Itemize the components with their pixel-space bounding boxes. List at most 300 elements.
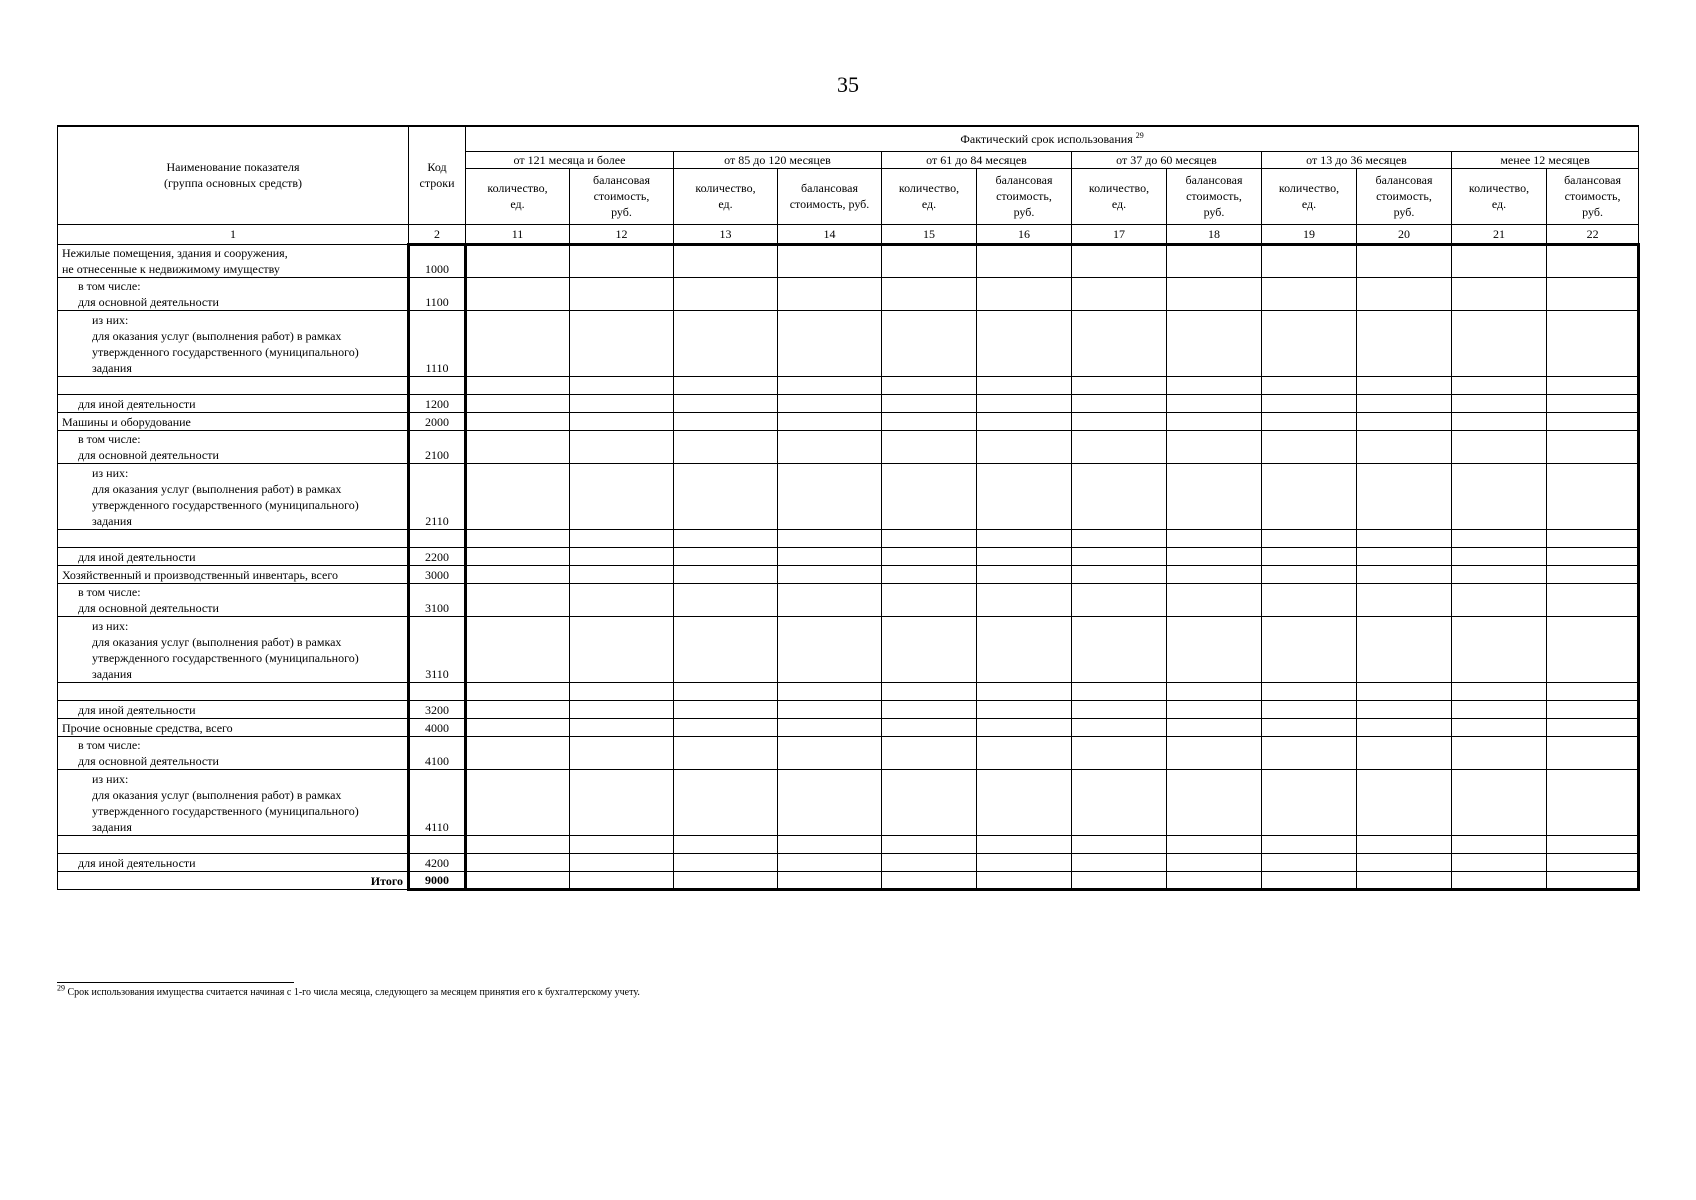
quantity-cell[interactable] bbox=[1262, 244, 1357, 277]
balance-value-cell[interactable] bbox=[1167, 835, 1262, 853]
balance-value-cell[interactable] bbox=[1357, 616, 1452, 682]
balance-value-cell[interactable] bbox=[1167, 700, 1262, 718]
balance-value-cell[interactable] bbox=[778, 871, 882, 889]
quantity-cell[interactable] bbox=[1262, 310, 1357, 376]
quantity-cell[interactable] bbox=[466, 769, 570, 835]
column-index: 20 bbox=[1357, 224, 1452, 244]
quantity-cell[interactable] bbox=[1072, 871, 1167, 889]
quantity-cell[interactable] bbox=[674, 835, 778, 853]
column-index: 14 bbox=[778, 224, 882, 244]
row-code: 3000 bbox=[409, 565, 466, 583]
quantity-cell[interactable] bbox=[1452, 463, 1547, 529]
quantity-cell[interactable] bbox=[674, 616, 778, 682]
balance-value-cell[interactable] bbox=[1547, 718, 1639, 736]
quantity-cell[interactable] bbox=[882, 412, 977, 430]
table-row bbox=[58, 565, 1639, 583]
balance-value-cell[interactable] bbox=[977, 718, 1072, 736]
quantity-cell[interactable] bbox=[1262, 565, 1357, 583]
row-code bbox=[409, 529, 466, 547]
quantity-cell[interactable] bbox=[466, 463, 570, 529]
table-row bbox=[58, 682, 1639, 700]
balance-value-cell[interactable] bbox=[1167, 394, 1262, 412]
quantity-cell[interactable] bbox=[1452, 616, 1547, 682]
balance-value-cell[interactable] bbox=[1357, 835, 1452, 853]
balance-value-cell[interactable] bbox=[778, 583, 882, 616]
balance-value-cell[interactable] bbox=[977, 463, 1072, 529]
quantity-cell[interactable] bbox=[1262, 616, 1357, 682]
quantity-cell[interactable] bbox=[1452, 277, 1547, 310]
balance-value-cell[interactable] bbox=[977, 853, 1072, 871]
balance-value-cell[interactable] bbox=[1357, 871, 1452, 889]
balance-value-cell[interactable] bbox=[977, 616, 1072, 682]
quantity-cell[interactable] bbox=[1452, 529, 1547, 547]
row-name: из них: для оказания услуг (выполнения работ) в рамках утвержденного государственного (муниципального) задания bbox=[58, 310, 409, 376]
quantity-cell[interactable] bbox=[1452, 583, 1547, 616]
quantity-cell[interactable] bbox=[882, 682, 977, 700]
table-row bbox=[58, 244, 1639, 277]
quantity-cell[interactable] bbox=[466, 277, 570, 310]
balance-value-cell[interactable] bbox=[1547, 769, 1639, 835]
quantity-cell[interactable] bbox=[466, 412, 570, 430]
balance-value-cell[interactable] bbox=[1357, 430, 1452, 463]
quantity-cell[interactable] bbox=[1262, 547, 1357, 565]
balance-value-cell[interactable] bbox=[570, 565, 674, 583]
balance-value-cell[interactable] bbox=[1167, 718, 1262, 736]
quantity-cell[interactable] bbox=[466, 547, 570, 565]
balance-value-cell[interactable] bbox=[1357, 394, 1452, 412]
quantity-cell[interactable] bbox=[1262, 376, 1357, 394]
balance-value-cell[interactable] bbox=[570, 718, 674, 736]
balance-value-cell[interactable] bbox=[1167, 565, 1262, 583]
quantity-cell[interactable] bbox=[674, 529, 778, 547]
header-index-row bbox=[58, 224, 1639, 244]
quantity-cell[interactable] bbox=[1072, 835, 1167, 853]
balance-value-cell[interactable] bbox=[778, 853, 882, 871]
balance-value-cell[interactable] bbox=[570, 835, 674, 853]
balance-value-cell[interactable] bbox=[1167, 412, 1262, 430]
balance-value-cell[interactable] bbox=[1167, 616, 1262, 682]
quantity-cell[interactable] bbox=[466, 718, 570, 736]
quantity-cell[interactable] bbox=[466, 244, 570, 277]
quantity-cell[interactable] bbox=[882, 736, 977, 769]
row-code bbox=[409, 682, 466, 700]
quantity-cell[interactable] bbox=[674, 412, 778, 430]
quantity-cell[interactable] bbox=[674, 376, 778, 394]
balance-value-cell[interactable] bbox=[1167, 244, 1262, 277]
quantity-cell[interactable] bbox=[1262, 682, 1357, 700]
balance-value-cell[interactable] bbox=[778, 736, 882, 769]
balance-value-cell[interactable] bbox=[1357, 463, 1452, 529]
table-row bbox=[58, 835, 1639, 853]
balance-value-cell[interactable] bbox=[977, 430, 1072, 463]
balance-value-cell[interactable] bbox=[977, 769, 1072, 835]
quantity-cell[interactable] bbox=[882, 700, 977, 718]
quantity-cell[interactable] bbox=[1262, 871, 1357, 889]
header-name-column: Наименование показателя (группа основных средств) bbox=[58, 126, 409, 224]
balance-value-cell[interactable] bbox=[1167, 376, 1262, 394]
balance-value-cell[interactable] bbox=[778, 376, 882, 394]
quantity-cell[interactable] bbox=[882, 244, 977, 277]
quantity-cell[interactable] bbox=[466, 871, 570, 889]
quantity-cell[interactable] bbox=[1072, 700, 1167, 718]
header-quantity: количество, ед. bbox=[1072, 168, 1167, 224]
balance-value-cell[interactable] bbox=[570, 277, 674, 310]
quantity-cell[interactable] bbox=[674, 277, 778, 310]
balance-value-cell[interactable] bbox=[1547, 583, 1639, 616]
table-row bbox=[58, 310, 1639, 376]
balance-value-cell[interactable] bbox=[1547, 700, 1639, 718]
balance-value-cell[interactable] bbox=[1167, 853, 1262, 871]
balance-value-cell[interactable] bbox=[1357, 583, 1452, 616]
quantity-cell[interactable] bbox=[882, 853, 977, 871]
balance-value-cell[interactable] bbox=[1167, 529, 1262, 547]
row-code bbox=[409, 376, 466, 394]
balance-value-cell[interactable] bbox=[1167, 463, 1262, 529]
quantity-cell[interactable] bbox=[1452, 835, 1547, 853]
quantity-cell[interactable] bbox=[1072, 463, 1167, 529]
balance-value-cell[interactable] bbox=[570, 310, 674, 376]
quantity-cell[interactable] bbox=[674, 547, 778, 565]
quantity-cell[interactable] bbox=[1452, 853, 1547, 871]
row-code: 1200 bbox=[409, 394, 466, 412]
balance-value-cell[interactable] bbox=[1547, 310, 1639, 376]
quantity-cell[interactable] bbox=[1072, 769, 1167, 835]
balance-value-cell[interactable] bbox=[1547, 682, 1639, 700]
row-name: Машины и оборудование bbox=[58, 412, 409, 430]
balance-value-cell[interactable] bbox=[778, 835, 882, 853]
table-row bbox=[58, 616, 1639, 682]
quantity-cell[interactable] bbox=[674, 463, 778, 529]
quantity-cell[interactable] bbox=[674, 565, 778, 583]
quantity-cell[interactable] bbox=[1452, 871, 1547, 889]
header-quantity: количество, ед. bbox=[1262, 168, 1357, 224]
page-number: 35 bbox=[837, 72, 859, 97]
quantity-cell[interactable] bbox=[1072, 244, 1167, 277]
table-body bbox=[58, 244, 1639, 889]
quantity-cell[interactable] bbox=[466, 682, 570, 700]
balance-value-cell[interactable] bbox=[570, 394, 674, 412]
balance-value-cell[interactable] bbox=[1357, 769, 1452, 835]
quantity-cell[interactable] bbox=[1452, 682, 1547, 700]
quantity-cell[interactable] bbox=[466, 430, 570, 463]
quantity-cell[interactable] bbox=[1072, 529, 1167, 547]
balance-value-cell[interactable] bbox=[778, 769, 882, 835]
balance-value-cell[interactable] bbox=[977, 682, 1072, 700]
balance-value-cell[interactable] bbox=[977, 700, 1072, 718]
quantity-cell[interactable] bbox=[882, 565, 977, 583]
balance-value-cell[interactable] bbox=[778, 565, 882, 583]
balance-value-cell[interactable] bbox=[1547, 853, 1639, 871]
quantity-cell[interactable] bbox=[1452, 565, 1547, 583]
quantity-cell[interactable] bbox=[674, 244, 778, 277]
quantity-cell[interactable] bbox=[674, 430, 778, 463]
balance-value-cell[interactable] bbox=[1547, 430, 1639, 463]
quantity-cell[interactable] bbox=[1262, 736, 1357, 769]
quantity-cell[interactable] bbox=[674, 718, 778, 736]
balance-value-cell[interactable] bbox=[977, 583, 1072, 616]
table-row bbox=[58, 277, 1639, 310]
balance-value-cell[interactable] bbox=[778, 244, 882, 277]
balance-value-cell[interactable] bbox=[1357, 547, 1452, 565]
quantity-cell[interactable] bbox=[1452, 718, 1547, 736]
quantity-cell[interactable] bbox=[674, 871, 778, 889]
table-row bbox=[58, 394, 1639, 412]
balance-value-cell[interactable] bbox=[1547, 565, 1639, 583]
fixed-assets-table bbox=[57, 125, 1640, 891]
balance-value-cell[interactable] bbox=[570, 430, 674, 463]
column-index: 21 bbox=[1452, 224, 1547, 244]
quantity-cell[interactable] bbox=[1072, 682, 1167, 700]
balance-value-cell[interactable] bbox=[977, 412, 1072, 430]
quantity-cell[interactable] bbox=[466, 310, 570, 376]
quantity-cell[interactable] bbox=[466, 565, 570, 583]
quantity-cell[interactable] bbox=[1072, 430, 1167, 463]
column-index: 11 bbox=[466, 224, 570, 244]
balance-value-cell[interactable] bbox=[778, 547, 882, 565]
row-name: Хозяйственный и производственный инвентарь, всего bbox=[58, 565, 409, 583]
balance-value-cell[interactable] bbox=[778, 616, 882, 682]
balance-value-cell[interactable] bbox=[1547, 277, 1639, 310]
balance-value-cell[interactable] bbox=[570, 463, 674, 529]
quantity-cell[interactable] bbox=[1072, 736, 1167, 769]
quantity-cell[interactable] bbox=[674, 853, 778, 871]
quantity-cell[interactable] bbox=[1262, 769, 1357, 835]
balance-value-cell[interactable] bbox=[1547, 616, 1639, 682]
quantity-cell[interactable] bbox=[1072, 376, 1167, 394]
quantity-cell[interactable] bbox=[674, 700, 778, 718]
quantity-cell[interactable] bbox=[1262, 700, 1357, 718]
quantity-cell[interactable] bbox=[1262, 394, 1357, 412]
quantity-cell[interactable] bbox=[1452, 430, 1547, 463]
balance-value-cell[interactable] bbox=[1547, 394, 1639, 412]
balance-value-cell[interactable] bbox=[778, 394, 882, 412]
row-name: для иной деятельности bbox=[58, 700, 409, 718]
quantity-cell[interactable] bbox=[1072, 277, 1167, 310]
quantity-cell[interactable] bbox=[466, 616, 570, 682]
quantity-cell[interactable] bbox=[466, 853, 570, 871]
quantity-cell[interactable] bbox=[882, 547, 977, 565]
balance-value-cell[interactable] bbox=[1357, 700, 1452, 718]
quantity-cell[interactable] bbox=[466, 394, 570, 412]
row-name: в том числе: для основной деятельности bbox=[58, 736, 409, 769]
balance-value-cell[interactable] bbox=[778, 277, 882, 310]
balance-value-cell[interactable] bbox=[977, 394, 1072, 412]
balance-value-cell[interactable] bbox=[1357, 736, 1452, 769]
quantity-cell[interactable] bbox=[1072, 583, 1167, 616]
balance-value-cell[interactable] bbox=[1357, 565, 1452, 583]
header-quantity: количество, ед. bbox=[466, 168, 570, 224]
header-balance-value: балансовая стоимость, руб. bbox=[570, 168, 674, 224]
quantity-cell[interactable] bbox=[674, 583, 778, 616]
quantity-cell[interactable] bbox=[1452, 769, 1547, 835]
quantity-cell[interactable] bbox=[466, 700, 570, 718]
balance-value-cell[interactable] bbox=[1357, 277, 1452, 310]
table-row bbox=[58, 430, 1639, 463]
balance-value-cell[interactable] bbox=[1167, 277, 1262, 310]
balance-value-cell[interactable] bbox=[570, 547, 674, 565]
balance-value-cell[interactable] bbox=[1547, 244, 1639, 277]
balance-value-cell[interactable] bbox=[1357, 412, 1452, 430]
balance-value-cell[interactable] bbox=[570, 244, 674, 277]
quantity-cell[interactable] bbox=[1262, 430, 1357, 463]
balance-value-cell[interactable] bbox=[1547, 463, 1639, 529]
quantity-cell[interactable] bbox=[466, 376, 570, 394]
balance-value-cell[interactable] bbox=[778, 682, 882, 700]
quantity-cell[interactable] bbox=[1262, 835, 1357, 853]
quantity-cell[interactable] bbox=[1452, 394, 1547, 412]
balance-value-cell[interactable] bbox=[570, 769, 674, 835]
balance-value-cell[interactable] bbox=[778, 718, 882, 736]
balance-value-cell[interactable] bbox=[778, 310, 882, 376]
quantity-cell[interactable] bbox=[882, 463, 977, 529]
quantity-cell[interactable] bbox=[1072, 310, 1167, 376]
balance-value-cell[interactable] bbox=[977, 310, 1072, 376]
balance-value-cell[interactable] bbox=[570, 736, 674, 769]
quantity-cell[interactable] bbox=[1452, 244, 1547, 277]
quantity-cell[interactable] bbox=[1262, 718, 1357, 736]
balance-value-cell[interactable] bbox=[570, 853, 674, 871]
balance-value-cell[interactable] bbox=[1357, 529, 1452, 547]
header-period: от 37 до 60 месяцев bbox=[1072, 151, 1262, 168]
quantity-cell[interactable] bbox=[674, 394, 778, 412]
quantity-cell[interactable] bbox=[1262, 853, 1357, 871]
quantity-cell[interactable] bbox=[882, 835, 977, 853]
balance-value-cell[interactable] bbox=[1357, 310, 1452, 376]
quantity-cell[interactable] bbox=[466, 736, 570, 769]
quantity-cell[interactable] bbox=[1262, 463, 1357, 529]
quantity-cell[interactable] bbox=[1262, 583, 1357, 616]
balance-value-cell[interactable] bbox=[1167, 430, 1262, 463]
column-index: 12 bbox=[570, 224, 674, 244]
row-name bbox=[58, 529, 409, 547]
table-row bbox=[58, 583, 1639, 616]
quantity-cell[interactable] bbox=[674, 310, 778, 376]
column-index: 18 bbox=[1167, 224, 1262, 244]
balance-value-cell[interactable] bbox=[1357, 682, 1452, 700]
quantity-cell[interactable] bbox=[882, 871, 977, 889]
row-code: 3110 bbox=[409, 616, 466, 682]
column-index: 2 bbox=[409, 224, 466, 244]
quantity-cell[interactable] bbox=[1072, 547, 1167, 565]
quantity-cell[interactable] bbox=[882, 718, 977, 736]
quantity-cell[interactable] bbox=[466, 529, 570, 547]
table-row bbox=[58, 853, 1639, 871]
quantity-cell[interactable] bbox=[1452, 376, 1547, 394]
row-code: 1100 bbox=[409, 277, 466, 310]
balance-value-cell[interactable] bbox=[570, 583, 674, 616]
balance-value-cell[interactable] bbox=[1167, 310, 1262, 376]
balance-value-cell[interactable] bbox=[1547, 547, 1639, 565]
quantity-cell[interactable] bbox=[674, 682, 778, 700]
row-code: 1000 bbox=[409, 244, 466, 277]
balance-value-cell[interactable] bbox=[1167, 769, 1262, 835]
balance-value-cell[interactable] bbox=[1357, 718, 1452, 736]
balance-value-cell[interactable] bbox=[977, 277, 1072, 310]
balance-value-cell[interactable] bbox=[778, 463, 882, 529]
quantity-cell[interactable] bbox=[1452, 736, 1547, 769]
balance-value-cell[interactable] bbox=[570, 529, 674, 547]
quantity-cell[interactable] bbox=[1452, 547, 1547, 565]
quantity-cell[interactable] bbox=[466, 583, 570, 616]
quantity-cell[interactable] bbox=[1072, 718, 1167, 736]
balance-value-cell[interactable] bbox=[778, 412, 882, 430]
table-row bbox=[58, 463, 1639, 529]
quantity-cell[interactable] bbox=[1262, 277, 1357, 310]
balance-value-cell[interactable] bbox=[1547, 529, 1639, 547]
balance-value-cell[interactable] bbox=[977, 835, 1072, 853]
quantity-cell[interactable] bbox=[1452, 412, 1547, 430]
balance-value-cell[interactable] bbox=[778, 430, 882, 463]
footnote-rule bbox=[57, 982, 294, 983]
quantity-cell[interactable] bbox=[882, 310, 977, 376]
balance-value-cell[interactable] bbox=[977, 871, 1072, 889]
quantity-cell[interactable] bbox=[1452, 310, 1547, 376]
row-code: 4110 bbox=[409, 769, 466, 835]
quantity-cell[interactable] bbox=[1262, 412, 1357, 430]
balance-value-cell[interactable] bbox=[1357, 244, 1452, 277]
table-row bbox=[58, 529, 1639, 547]
quantity-cell[interactable] bbox=[1072, 616, 1167, 682]
balance-value-cell[interactable] bbox=[778, 700, 882, 718]
quantity-cell[interactable] bbox=[1072, 853, 1167, 871]
balance-value-cell[interactable] bbox=[1547, 871, 1639, 889]
quantity-cell[interactable] bbox=[1452, 700, 1547, 718]
row-name bbox=[58, 835, 409, 853]
balance-value-cell[interactable] bbox=[977, 565, 1072, 583]
balance-value-cell[interactable] bbox=[570, 412, 674, 430]
balance-value-cell[interactable] bbox=[977, 547, 1072, 565]
quantity-cell[interactable] bbox=[882, 394, 977, 412]
quantity-cell[interactable] bbox=[1262, 529, 1357, 547]
balance-value-cell[interactable] bbox=[1167, 583, 1262, 616]
quantity-cell[interactable] bbox=[882, 376, 977, 394]
balance-value-cell[interactable] bbox=[570, 700, 674, 718]
balance-value-cell[interactable] bbox=[1167, 871, 1262, 889]
quantity-cell[interactable] bbox=[882, 616, 977, 682]
balance-value-cell[interactable] bbox=[1357, 376, 1452, 394]
balance-value-cell[interactable] bbox=[1167, 736, 1262, 769]
balance-value-cell[interactable] bbox=[1547, 835, 1639, 853]
balance-value-cell[interactable] bbox=[977, 736, 1072, 769]
balance-value-cell[interactable] bbox=[1547, 736, 1639, 769]
footnote bbox=[57, 983, 640, 1000]
quantity-cell[interactable] bbox=[466, 835, 570, 853]
balance-value-cell[interactable] bbox=[570, 376, 674, 394]
balance-value-cell[interactable] bbox=[1167, 682, 1262, 700]
quantity-cell[interactable] bbox=[674, 769, 778, 835]
quantity-cell[interactable] bbox=[1072, 565, 1167, 583]
quantity-cell[interactable] bbox=[674, 736, 778, 769]
quantity-cell[interactable] bbox=[882, 769, 977, 835]
balance-value-cell[interactable] bbox=[977, 529, 1072, 547]
balance-value-cell[interactable] bbox=[570, 682, 674, 700]
balance-value-cell[interactable] bbox=[1357, 853, 1452, 871]
quantity-cell[interactable] bbox=[882, 277, 977, 310]
balance-value-cell[interactable] bbox=[1167, 547, 1262, 565]
quantity-cell[interactable] bbox=[882, 430, 977, 463]
balance-value-cell[interactable] bbox=[778, 529, 882, 547]
balance-value-cell[interactable] bbox=[977, 244, 1072, 277]
quantity-cell[interactable] bbox=[1072, 412, 1167, 430]
balance-value-cell[interactable] bbox=[1547, 412, 1639, 430]
quantity-cell[interactable] bbox=[882, 583, 977, 616]
balance-value-cell[interactable] bbox=[570, 871, 674, 889]
balance-value-cell[interactable] bbox=[570, 616, 674, 682]
quantity-cell[interactable] bbox=[1072, 394, 1167, 412]
quantity-cell[interactable] bbox=[882, 529, 977, 547]
balance-value-cell[interactable] bbox=[1547, 376, 1639, 394]
balance-value-cell[interactable] bbox=[977, 376, 1072, 394]
